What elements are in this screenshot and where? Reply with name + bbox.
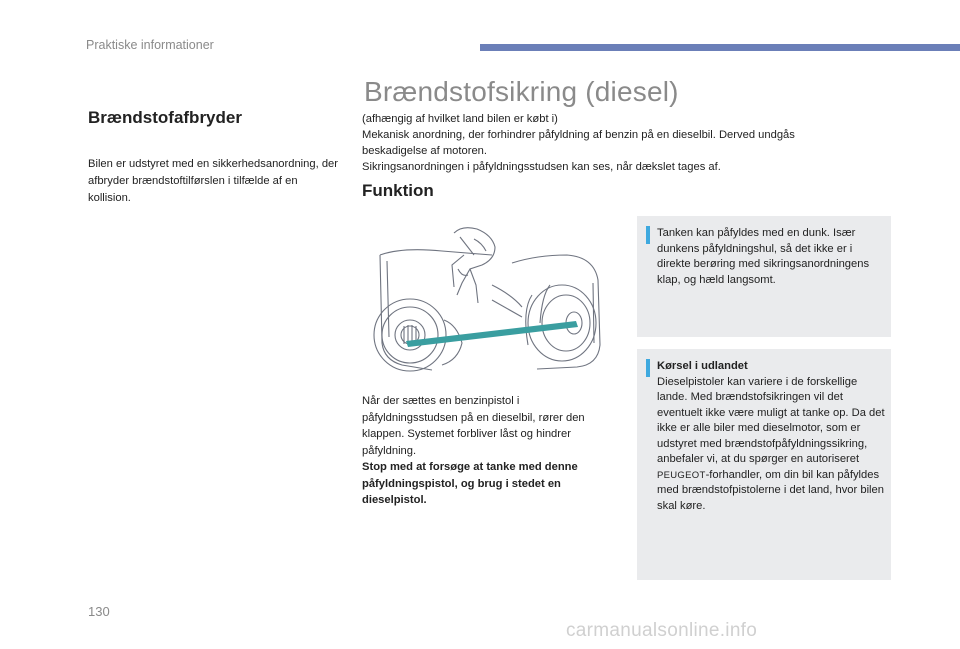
function-text (362, 393, 612, 509)
pointer-arrow (406, 321, 578, 347)
header-accent-bar (480, 44, 960, 51)
fuel-cutoff-text: Bilen er udstyret med en sikkerhedsanordning, der afbryder brændstoftilførslen i tilfælde af en kollision. (88, 158, 338, 204)
page-title: Brændstofsikring (diesel) (364, 76, 679, 107)
section-title: Praktiske informationer (86, 38, 214, 52)
intro-line: Mekanisk anordning, der forhindrer påfyldning af benzin på en dieselbil. Derved undgås beskadigelse af motoren. (362, 129, 795, 157)
intro-line: Sikringsanordningen i påfyldningsstudsen kan ses, når dækslet tages af. (362, 161, 721, 173)
fuel-cutoff-heading: Brændstofafbryder (88, 108, 242, 127)
intro-text (362, 111, 862, 175)
info-box-content (657, 359, 885, 514)
function-body: Når der sættes en benzinpistol i påfyldningsstudsen på en dieselbil, rører den klappen. Systemet forbliver låst og hindrer påfyldning. (362, 395, 585, 457)
function-heading: Funktion (362, 181, 434, 200)
watermark: carmanualsonline.info (566, 620, 758, 641)
function-warning: Stop med at forsøge at tanke med denne påfyldningspistol, og brug i stedet en dieselpistol. (362, 461, 578, 506)
info-box-text: Dieselpistoler kan variere i de forskellige lande. Med brændstofsikringen vil det eventuelt ikke være muligt at tanke op. Da det ikke er alle biler med dieselmotor, som er udstyret med brændstofpåfyldningssikring, anbefaler vi, at du spørger en autoriseret (657, 375, 885, 465)
intro-line: (afhængig af hvilket land bilen er købt i) (362, 113, 558, 125)
info-icon (646, 359, 650, 377)
info-box-text: Tanken kan påfyldes med en dunk. Især dunkens påfyldningshul, så det ikke er i direkte berøring med sikringsanordningens klap, og hæld langsomt. (657, 227, 870, 286)
info-icon (646, 226, 650, 244)
info-box-text-end: -forhandler, om din bil kan påfyldes med brændstofpistolerne i det land, hvor bilen skal køre. (657, 468, 884, 512)
fuel-filler-illustration (362, 225, 612, 380)
info-box-title: Kørsel i udlandet (657, 360, 748, 372)
page-number: 130 (88, 604, 110, 619)
info-box-can (637, 216, 891, 337)
brand-name: PEUGEOT (657, 469, 706, 481)
info-box-abroad (637, 349, 891, 580)
